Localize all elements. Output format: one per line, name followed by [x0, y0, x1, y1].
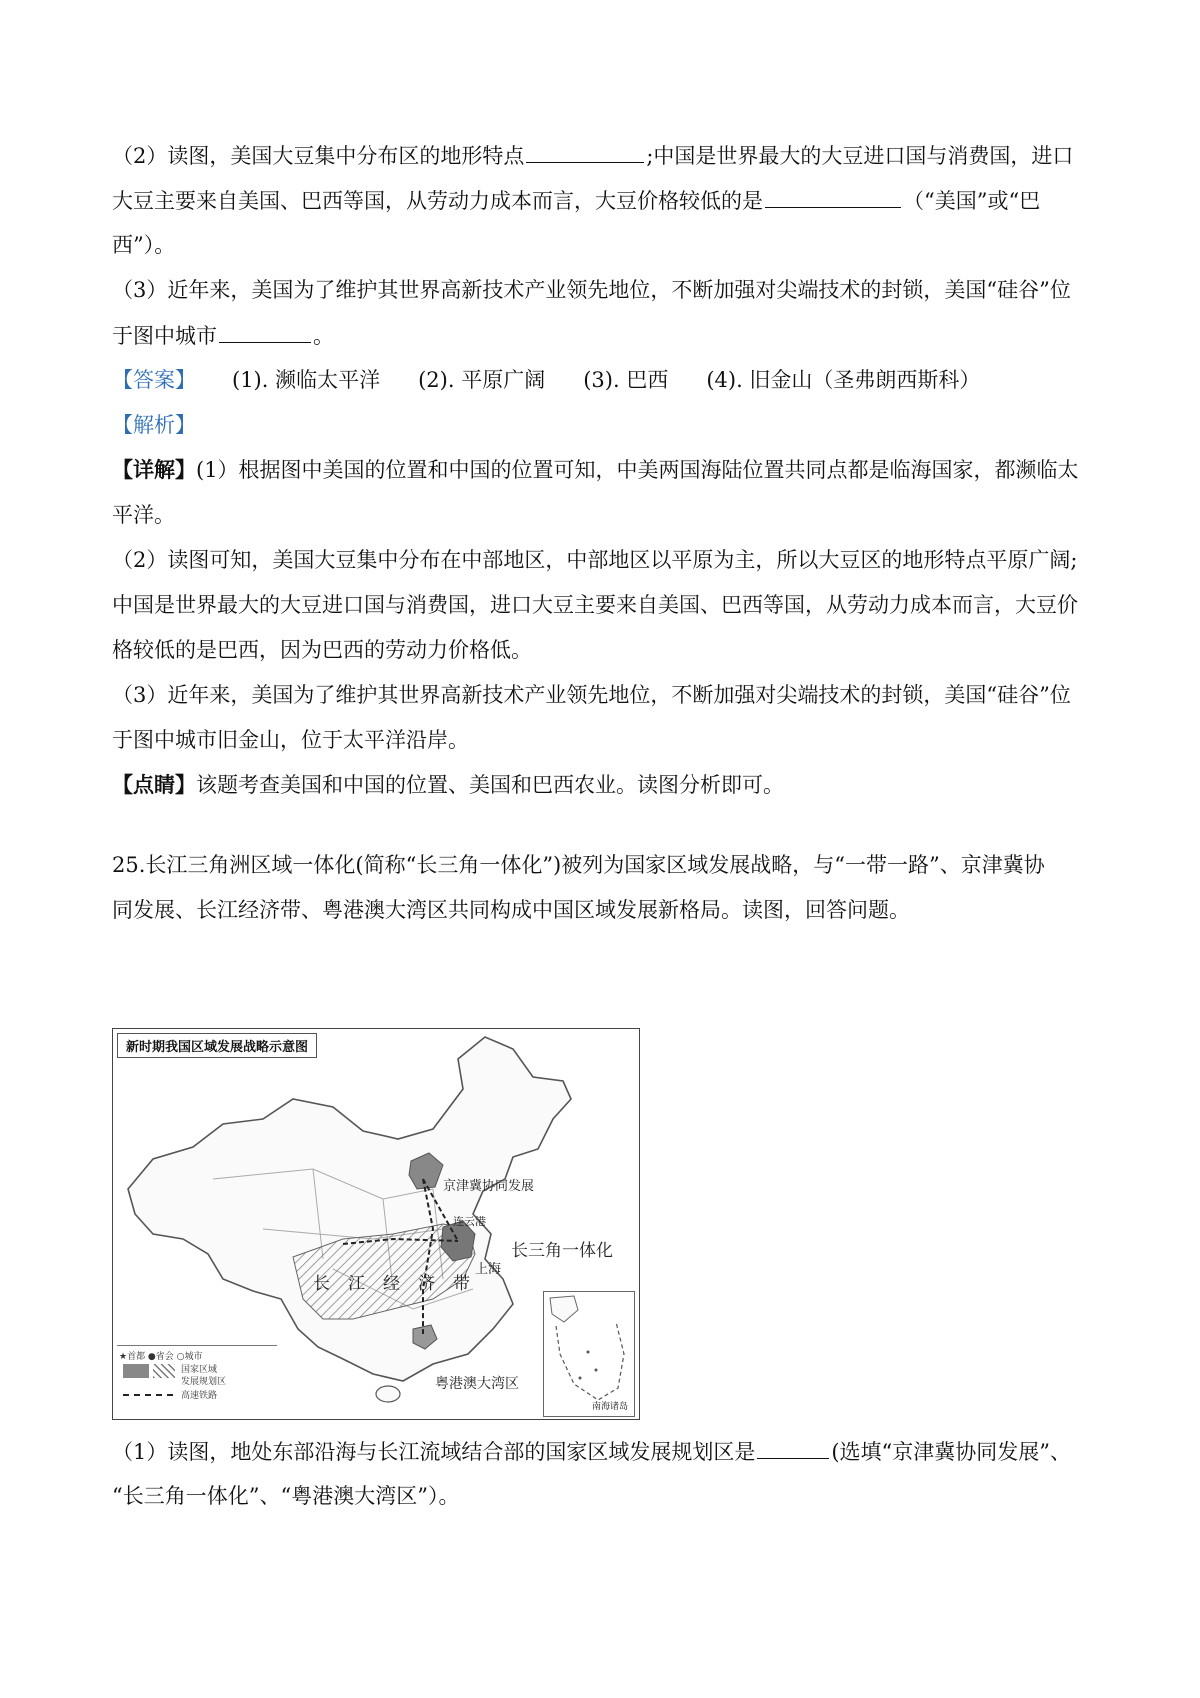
legend-rail-swatch [123, 1394, 173, 1396]
map-label-jjj: 京津冀协同发展 [443, 1179, 535, 1194]
answer-item: (3). 巴西 [583, 368, 669, 392]
map-label-lianyungang: 连云港 [453, 1215, 486, 1228]
detail-line2 [112, 500, 175, 530]
q25-intro-text: 同发展、长江经济带、粤港澳大湾区共同构成中国区域发展新格局。读图，回答问题。 [112, 898, 910, 922]
q25-part1-text: (选填“京津冀协同发展”、 [831, 1440, 1072, 1464]
detail-line1 [112, 455, 1079, 485]
map-title: 新时期我国区域发展战略示意图 [117, 1033, 317, 1058]
answer-blank-region[interactable] [757, 1436, 829, 1459]
point-text: 该题考查美国和中国的位置、美国和巴西农业。读图分析即可。 [196, 773, 784, 797]
q25-intro-line1 [112, 850, 1045, 880]
detail-tag: 【详解】 [112, 457, 196, 482]
q24-part2-text: 大豆主要来自美国、巴西等国，从劳动力成本而言，大豆价格较低的是 [112, 189, 763, 213]
map-label-cjjjd: 长江经济带 [313, 1274, 488, 1294]
map-label-csj: 长三角一体化 [511, 1241, 613, 1261]
q24-part3-line1 [112, 275, 1071, 305]
q24-part2-text: 西”）。 [112, 233, 176, 257]
answer-blank-terrain[interactable] [526, 140, 644, 163]
detail-line4 [112, 590, 1078, 620]
q24-part2-text: （2）读图，美国大豆集中分布区的地形特点 [112, 144, 525, 168]
map-legend [117, 1345, 277, 1416]
detail-text: (1）根据图中美国的位置和中国的位置可知，中美两国海陆位置共同点都是临海国家，都濒临太 [196, 458, 1079, 482]
point-line [112, 770, 784, 800]
legend-rail-label: 高速铁路 [181, 1391, 218, 1401]
answer-blank-city[interactable] [219, 320, 311, 343]
detail-text: （2）读图可知，美国大豆集中分布在中部地区，中部地区以平原为主，所以大豆区的地形特点平原广阔; [112, 548, 1078, 572]
q25-intro-line2 [112, 895, 910, 925]
detail-text: 于图中城市旧金山，位于太平洋沿岸。 [112, 728, 469, 752]
answer-line [112, 365, 1018, 395]
legend-city-types: ★首都 ●省会 ○城市 [119, 1352, 203, 1362]
q25-intro-text: 25.长江三角洲区域一体化(简称“长三角一体化”)被列为国家区域发展战略，与“一带一路”、京津冀协 [112, 853, 1045, 877]
china-region-map [112, 1028, 640, 1420]
q24-part2-line2 [112, 185, 1040, 216]
q24-part3-line2 [112, 320, 334, 351]
legend-region-label: 国家区域 [181, 1365, 218, 1375]
q24-part2-text: （“美国”或“巴 [903, 189, 1041, 213]
detail-text: 平洋。 [112, 503, 175, 527]
detail-line7 [112, 725, 469, 755]
q24-part2-text: ;中国是世界最大的大豆进口国与消费国，进口 [646, 144, 1074, 168]
south-china-sea-inset [543, 1291, 635, 1417]
map-label-shanghai: 上海 [475, 1262, 502, 1277]
q25-part1-text: “长三角一体化”、“粤港澳大湾区”）。 [112, 1484, 460, 1508]
answer-tag: 【答案】 [112, 368, 196, 392]
q24-part3-text: 。 [313, 324, 334, 348]
q25-part1-text: （1）读图，地处东部沿海与长江流域结合部的国家区域发展规划区是 [112, 1440, 756, 1464]
inset-label: 南海诸岛 [591, 1402, 628, 1412]
detail-text: 中国是世界最大的大豆进口国与消费国，进口大豆主要来自美国、巴西等国，从劳动力成本而言，大豆价 [112, 593, 1078, 617]
q24-part2-line3 [112, 230, 175, 260]
map-label-ygadwq: 粤港澳大湾区 [435, 1376, 519, 1392]
analysis-line [112, 410, 196, 440]
answer-item: (4). 旧金山（圣弗朗西斯科） [706, 368, 981, 392]
q24-part3-text: （3）近年来，美国为了维护其世界高新技术产业领先地位，不断加强对尖端技术的封锁，美国“硅谷”位 [112, 278, 1071, 302]
q24-part3-text: 于图中城市 [112, 324, 217, 348]
answer-blank-country[interactable] [765, 185, 901, 208]
detail-text: （3）近年来，美国为了维护其世界高新技术产业领先地位，不断加强对尖端技术的封锁，美国“硅谷”位 [112, 683, 1071, 707]
detail-text: 格较低的是巴西，因为巴西的劳动力价格低。 [112, 638, 532, 662]
q24-part2-line1 [112, 140, 1073, 171]
analysis-tag: 【解析】 [112, 413, 196, 437]
legend-hatch-swatch [153, 1364, 175, 1378]
legend-region-label: 发展规划区 [181, 1377, 227, 1387]
detail-line5 [112, 635, 532, 665]
detail-line6 [112, 680, 1071, 710]
answer-item: (2). 平原广阔 [418, 368, 546, 392]
china-outline [128, 1037, 571, 1381]
detail-line3 [112, 545, 1077, 575]
q25-part1-line2 [112, 1481, 459, 1511]
point-tag: 【点睛】 [112, 772, 196, 797]
answer-item: (1). 濒临太平洋 [232, 368, 381, 392]
legend-dark-swatch [123, 1364, 149, 1378]
q25-part1-line1 [112, 1436, 1071, 1467]
